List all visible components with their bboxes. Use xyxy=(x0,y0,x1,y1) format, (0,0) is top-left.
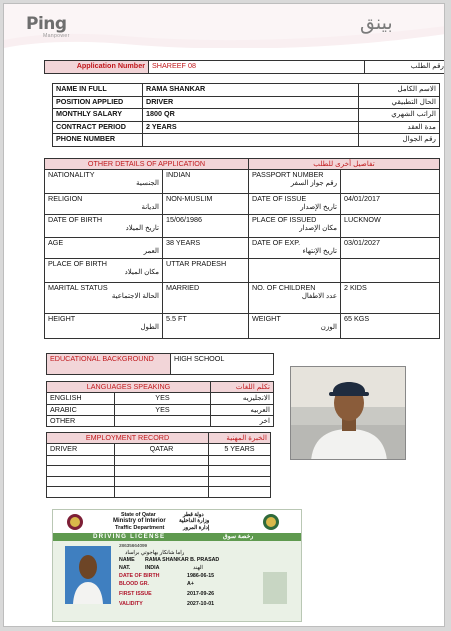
license-dept: Traffic Department xyxy=(115,525,165,531)
languages-title-ar: تكلم اللغات xyxy=(211,382,274,393)
other-value-1: 15/06/1986 xyxy=(163,215,249,238)
other-label-2 xyxy=(249,194,341,215)
other-label-1-en: HEIGHT xyxy=(48,314,76,324)
other-label-1-en: MARITAL STATUS xyxy=(48,283,108,293)
license-first-issue-label: FIRST ISSUE xyxy=(119,591,152,597)
language-name-ar: اخر xyxy=(211,415,274,426)
basic-value: 2 YEARS xyxy=(143,121,359,134)
basic-label: POSITION APPLIED xyxy=(53,96,143,109)
education-label: EDUCATIONAL BACKGROUND xyxy=(47,354,171,375)
other-details-row xyxy=(45,215,440,238)
other-label-2-en: WEIGHT xyxy=(252,314,281,324)
language-name: ARABIC xyxy=(47,404,115,415)
license-blood-label: BLOOD GR. xyxy=(119,581,150,587)
other-label-1 xyxy=(45,215,163,238)
other-value-1: NON-MUSLIM xyxy=(163,194,249,215)
other-details-row xyxy=(45,238,440,259)
basic-label: CONTRACT PERIOD xyxy=(53,121,143,134)
driving-license-image xyxy=(52,509,302,622)
other-label-1-ar: الجنسية xyxy=(136,179,159,187)
header xyxy=(4,4,445,48)
other-details-row xyxy=(45,314,440,339)
application-page xyxy=(3,3,445,627)
employment-country xyxy=(115,455,209,466)
other-label-2 xyxy=(249,215,341,238)
language-value: YES xyxy=(115,404,211,415)
license-first-issue-value: 2017-09-26 xyxy=(187,591,215,597)
employment-role xyxy=(47,455,115,466)
other-label-1 xyxy=(45,194,163,215)
employment-country xyxy=(115,476,209,487)
language-row xyxy=(47,404,274,415)
other-label-2 xyxy=(249,314,341,339)
employment-country xyxy=(115,487,209,498)
license-ministry-ar: وزارة الداخلية xyxy=(179,518,210,524)
license-name-ar: راما شانكار بهاجوتي براساد xyxy=(125,550,185,556)
basic-info-row xyxy=(53,109,440,122)
other-value-2: 04/01/2017 xyxy=(341,194,440,215)
other-details-row xyxy=(45,194,440,215)
other-label-2-ar: رقم جواز السفر xyxy=(290,179,337,187)
arabic-logo: بينق xyxy=(360,12,393,34)
other-label-1-en: NATIONALITY xyxy=(48,170,95,180)
other-details-table xyxy=(44,158,440,339)
employment-title-ar: الخبرة المهنية xyxy=(209,433,271,444)
other-value-1: INDIAN xyxy=(163,170,249,194)
employment-row xyxy=(47,455,271,466)
other-label-2-en: PLACE OF ISSUED xyxy=(252,215,317,225)
other-label-1-en: PLACE OF BIRTH xyxy=(48,259,107,269)
other-label-1-ar: الديانة xyxy=(141,203,159,211)
employment-row xyxy=(47,487,271,498)
basic-value: 1800 QR xyxy=(143,109,359,122)
other-value-1: MARRIED xyxy=(163,283,249,314)
license-state: State of Qatar xyxy=(121,512,156,518)
other-label-2-en: DATE OF EXP. xyxy=(252,238,301,248)
license-background xyxy=(53,510,302,622)
other-label-1-en: AGE xyxy=(48,238,64,248)
language-name: OTHER xyxy=(47,415,115,426)
license-state-ar: دولة قطر xyxy=(183,512,204,518)
other-label-2 xyxy=(249,238,341,259)
employment-role xyxy=(47,487,115,498)
license-dob-label: DATE OF BIRTH xyxy=(119,573,160,579)
language-value xyxy=(115,415,211,426)
other-label-2-en: DATE OF ISSUE xyxy=(252,194,307,204)
language-row xyxy=(47,393,274,404)
application-number-table xyxy=(44,60,445,74)
employment-country xyxy=(115,466,209,477)
employment-years xyxy=(209,487,271,498)
employment-title: EMPLOYMENT RECORD xyxy=(47,433,209,444)
application-number-label: Application Number xyxy=(45,61,149,74)
other-label-2 xyxy=(249,170,341,194)
other-value-2: 65 KGS xyxy=(341,314,440,339)
employment-years xyxy=(209,476,271,487)
employment-role: DRIVER xyxy=(47,444,115,455)
other-label-1-ar: الحالة الاجتماعية xyxy=(111,292,159,300)
employment-years xyxy=(209,466,271,477)
employment-row xyxy=(47,466,271,477)
basic-value xyxy=(143,134,359,147)
other-value-2 xyxy=(341,170,440,194)
basic-label: NAME IN FULL xyxy=(53,84,143,97)
application-number-value: SHAREEF 08 xyxy=(149,61,365,74)
other-label-1 xyxy=(45,314,163,339)
basic-value: DRIVER xyxy=(143,96,359,109)
employment-row xyxy=(47,476,271,487)
license-number: 28635664099 xyxy=(119,543,148,548)
basic-label: PHONE NUMBER xyxy=(53,134,143,147)
other-label-2 xyxy=(249,259,341,283)
other-label-1-ar: تاريخ الميلاد xyxy=(125,224,159,232)
other-label-2-ar: الوزن xyxy=(320,323,337,331)
other-label-2-ar: تاريخ الإنتهاء xyxy=(302,247,337,255)
other-details-title-ar: تفاصيل أخرى للطلب xyxy=(249,159,440,170)
employment-years xyxy=(209,455,271,466)
application-number-label-ar: رقم الطلب xyxy=(365,61,446,74)
license-validity-value: 2027-10-01 xyxy=(187,601,215,607)
languages-title: LANGUAGES SPEAKING xyxy=(47,382,211,393)
basic-label-ar: الاسم الكامل xyxy=(359,84,440,97)
other-details-row xyxy=(45,283,440,314)
license-name-label: NAME xyxy=(119,557,135,563)
employment-table xyxy=(46,432,271,498)
employment-years: 5 YEARS xyxy=(209,444,271,455)
basic-label-ar: رقم الجوال xyxy=(359,134,440,147)
other-label-1 xyxy=(45,259,163,283)
person-photo-icon xyxy=(291,367,406,460)
education-table xyxy=(46,353,274,375)
license-nat-value: INDIA xyxy=(145,565,160,571)
basic-info-row xyxy=(53,134,440,147)
other-value-1: 5.5 FT xyxy=(163,314,249,339)
language-row xyxy=(47,415,274,426)
other-value-2: LUCKNOW xyxy=(341,215,440,238)
other-label-2-ar: مكان الإصدار xyxy=(299,224,337,232)
other-details-title: OTHER DETAILS OF APPLICATION xyxy=(45,159,249,170)
basic-info-table xyxy=(52,83,440,147)
other-label-2 xyxy=(249,283,341,314)
basic-info-row xyxy=(53,121,440,134)
basic-label-ar: مدة العقد xyxy=(359,121,440,134)
other-label-2-en: NO. OF CHILDREN xyxy=(252,283,316,293)
basic-label-ar: الحال التطبيقي xyxy=(359,96,440,109)
ping-logo: Ping xyxy=(26,14,67,34)
other-value-2: 03/01/2027 xyxy=(341,238,440,259)
basic-info-row xyxy=(53,84,440,97)
employment-country: QATAR xyxy=(115,444,209,455)
employment-row xyxy=(47,444,271,455)
language-value: YES xyxy=(115,393,211,404)
other-label-2-ar: عدد الاطفال xyxy=(301,292,337,300)
other-label-1 xyxy=(45,238,163,259)
other-label-1-en: RELIGION xyxy=(48,194,83,204)
license-blood-value: A+ xyxy=(187,581,194,587)
license-dob-value: 1986-06-15 xyxy=(187,573,215,579)
other-value-1: UTTAR PRADESH xyxy=(163,259,249,283)
license-ministry: Ministry of Interior xyxy=(113,518,166,524)
license-dept-ar: إدارة المرور xyxy=(183,525,210,531)
other-details-row xyxy=(45,170,440,194)
other-label-1-ar: الطول xyxy=(140,323,159,331)
license-name-value: RAMA SHANKAR B. PRASAD xyxy=(145,557,220,563)
other-details-row xyxy=(45,259,440,283)
other-value-1: 38 YEARS xyxy=(163,238,249,259)
other-label-1 xyxy=(45,283,163,314)
employment-role xyxy=(47,466,115,477)
other-label-2-ar: تاريخ الإصدار xyxy=(300,203,337,211)
languages-table xyxy=(46,381,274,427)
basic-value: RAMA SHANKAR xyxy=(143,84,359,97)
license-nat-label: NAT. xyxy=(119,565,131,571)
applicant-photo xyxy=(290,366,406,460)
language-name-ar: العربيه xyxy=(211,404,274,415)
other-label-2-en: PASSPORT NUMBER xyxy=(252,170,324,180)
other-value-2 xyxy=(341,259,440,283)
other-label-1-ar: مكان الميلاد xyxy=(124,268,159,276)
education-value: HIGH SCHOOL xyxy=(171,354,274,375)
basic-label: MONTHLY SALARY xyxy=(53,109,143,122)
other-label-1-ar: العمر xyxy=(143,247,159,255)
other-value-2: 2 KIDS xyxy=(341,283,440,314)
language-name: ENGLISH xyxy=(47,393,115,404)
employment-role xyxy=(47,476,115,487)
other-label-1 xyxy=(45,170,163,194)
basic-label-ar: الراتب الشهري xyxy=(359,109,440,122)
basic-info-row xyxy=(53,96,440,109)
license-band: DRIVING LICENSE رخصة سوق xyxy=(53,533,302,541)
license-validity-label: VALIDITY xyxy=(119,601,143,607)
other-label-1-en: DATE OF BIRTH xyxy=(48,215,103,225)
license-nat-ar: الهند xyxy=(193,565,203,571)
language-name-ar: الانجليزيه xyxy=(211,393,274,404)
logo-subtitle: Manpower xyxy=(43,33,70,39)
